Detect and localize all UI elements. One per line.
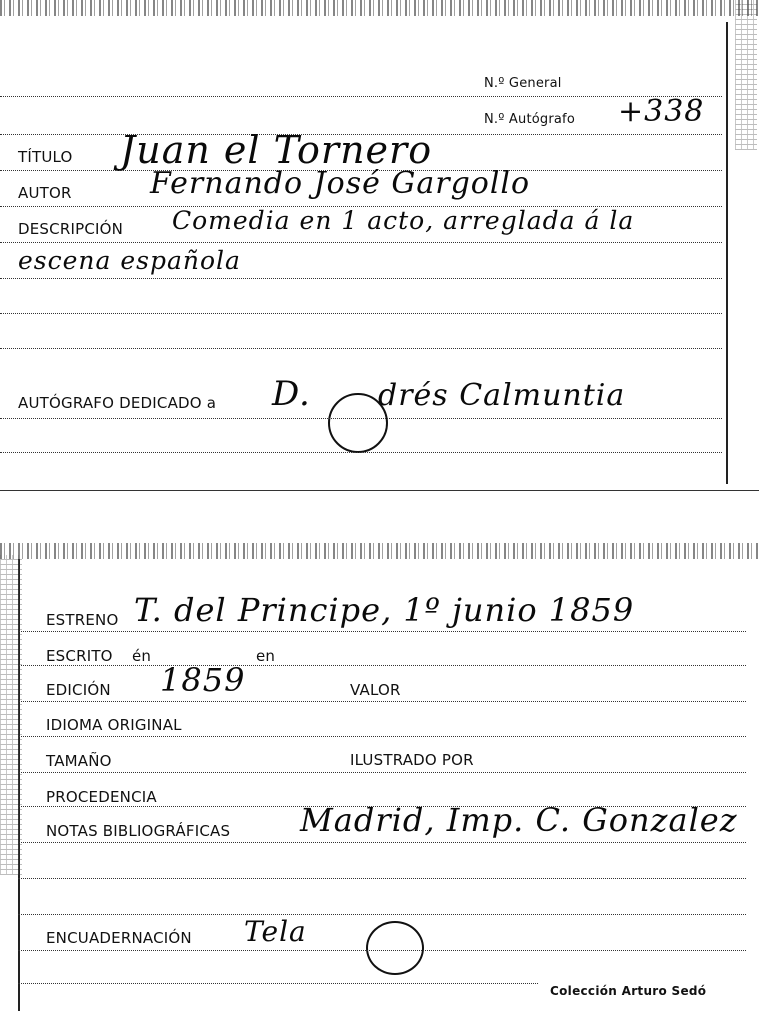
escrito-en-label-2: en bbox=[256, 647, 276, 665]
descripcion-label: DESCRIPCIÓN bbox=[18, 220, 124, 238]
torn-edge bbox=[0, 543, 759, 559]
dedicado-value-prefix: D. bbox=[272, 374, 311, 414]
rule bbox=[0, 418, 722, 419]
catalog-card-front bbox=[0, 0, 759, 492]
valor-label: VALOR bbox=[350, 681, 401, 699]
dedicado-value-name: drés Calmuntia bbox=[378, 378, 626, 413]
tamano-label: TAMAÑO bbox=[46, 752, 112, 770]
escrito-en-label: én bbox=[132, 647, 152, 665]
estreno-label: ESTRENO bbox=[46, 611, 119, 629]
titulo-label: TÍTULO bbox=[18, 148, 73, 166]
torn-edge bbox=[0, 0, 759, 16]
rule bbox=[18, 950, 746, 951]
edicion-label: EDICIÓN bbox=[46, 681, 111, 699]
descripcion-value-line1: Comedia en 1 acto, arreglada á la bbox=[172, 206, 635, 235]
card-border bbox=[726, 22, 728, 484]
scan-noise bbox=[735, 0, 757, 150]
rule bbox=[18, 701, 746, 702]
rule bbox=[18, 878, 746, 879]
ilustrado-label: ILUSTRADO POR bbox=[350, 751, 474, 769]
catalog-card-back bbox=[0, 535, 759, 1028]
numero-general-label: N.º General bbox=[484, 76, 562, 91]
dedicado-label: AUTÓGRAFO DEDICADO a bbox=[18, 394, 217, 412]
card-edge bbox=[0, 490, 759, 491]
rule bbox=[18, 983, 538, 984]
rule bbox=[18, 736, 746, 737]
autor-value: Fernando José Gargollo bbox=[150, 166, 531, 201]
encuadernacion-value: Tela bbox=[244, 915, 307, 948]
descripcion-value-line2: escena española bbox=[18, 246, 241, 275]
numero-autografo-label: N.º Autógrafo bbox=[484, 112, 575, 127]
rule bbox=[0, 348, 722, 349]
idioma-label: IDIOMA ORIGINAL bbox=[46, 716, 182, 734]
numero-autografo-value: +338 bbox=[618, 94, 705, 129]
encuadernacion-label: ENCUADERNACIÓN bbox=[46, 929, 192, 947]
collector-stamp bbox=[366, 921, 424, 975]
rule bbox=[0, 278, 722, 279]
autor-label: AUTOR bbox=[18, 184, 72, 202]
edicion-value: 1859 bbox=[160, 661, 246, 699]
notas-value: Madrid, Imp. C. Gonzalez bbox=[300, 801, 738, 839]
collection-credit: Colección Arturo Sedó bbox=[550, 984, 707, 998]
procedencia-label: PROCEDENCIA bbox=[46, 788, 157, 806]
rule bbox=[18, 772, 746, 773]
titulo-value: Juan el Tornero bbox=[120, 128, 433, 172]
escrito-label: ESCRITO bbox=[46, 647, 113, 665]
notas-label: NOTAS BIBLIOGRÁFICAS bbox=[46, 822, 231, 840]
rule bbox=[18, 842, 746, 843]
rule bbox=[0, 452, 722, 453]
rule bbox=[0, 96, 722, 97]
rule bbox=[18, 914, 746, 915]
estreno-value: T. del Principe, 1º junio 1859 bbox=[134, 591, 635, 629]
rule bbox=[18, 665, 746, 666]
rule bbox=[18, 631, 746, 632]
scan-noise bbox=[0, 555, 22, 875]
rule bbox=[0, 313, 722, 314]
rule bbox=[0, 242, 722, 243]
